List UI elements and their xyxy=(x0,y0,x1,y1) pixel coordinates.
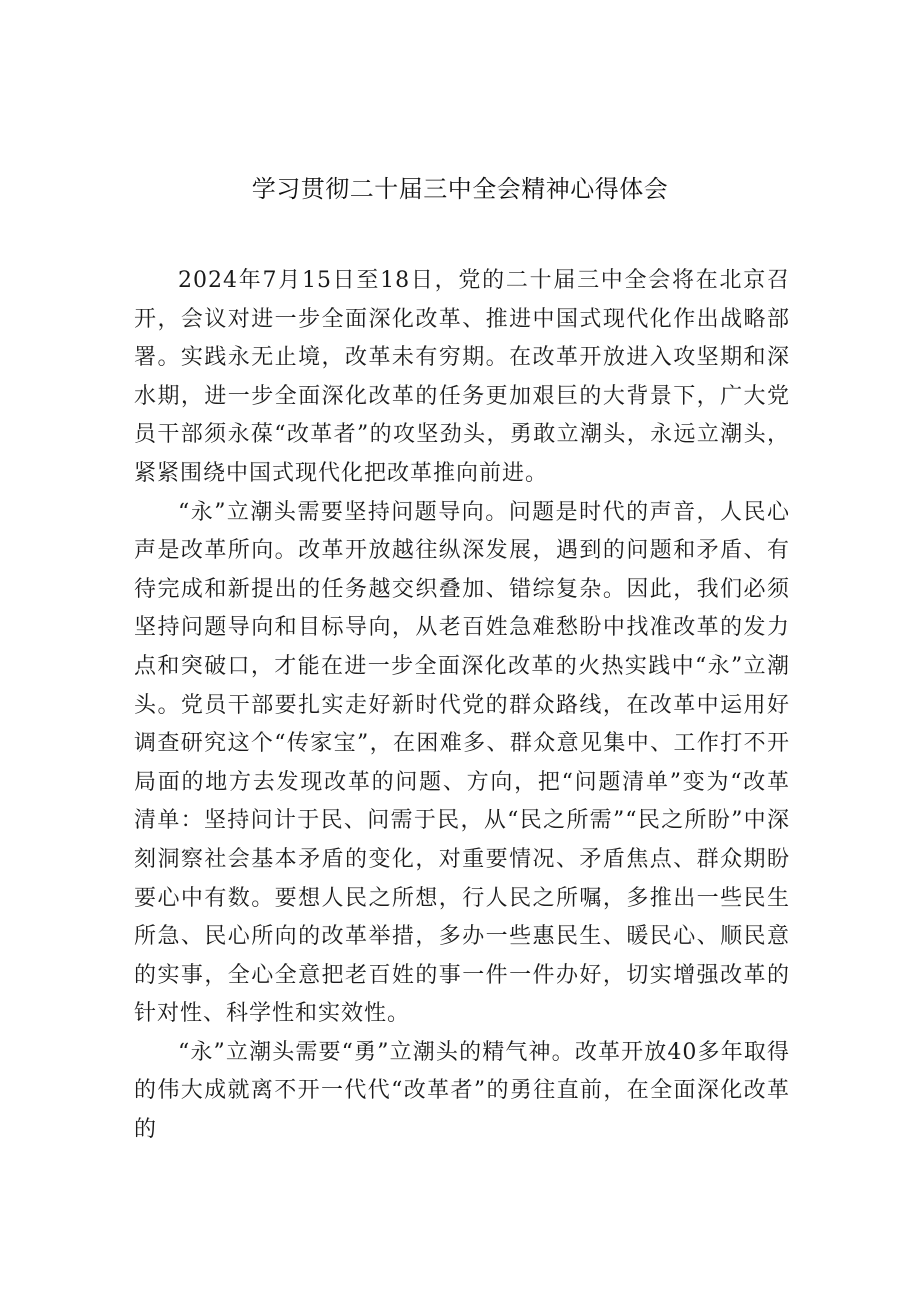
document-title: 学习贯彻二十届三中全会精神心得体会 xyxy=(251,175,669,203)
paragraph-1: 2024年7月15日至18日，党的二十届三中全会将在北京召开，会议对进一步全面深化改革、推进中国式现代化作出战略部署。实践永无止境，改革未有穷期。在改革开放进入攻坚期和深水期，进一步全面深化改革的任务更加艰巨的大背景下，广大党员干部须永葆“改革者”的攻坚劲头，勇敢立潮头，永远立潮头，紧紧围绕中国式现代化把改革推向前进。 xyxy=(134,268,790,486)
paragraph-3: “永”立潮头需要“勇”立潮头的精气神。改革开放40多年取得的伟大成就离不开一代代“改革者”的勇往直前，在全面深化改革的 xyxy=(134,1039,790,1143)
document-body xyxy=(134,262,790,1150)
paragraph-2: “永”立潮头需要坚持问题导向。问题是时代的声音，人民心声是改革所向。改革开放越往纵深发展，遇到的问题和矛盾、有待完成和新提出的任务越交织叠加、错综复杂。因此，我们必须坚持问题导向和目标导向，从老百姓急难愁盼中找准改革的发力点和突破口，才能在进一步全面深化改革的火热实践中“永”立潮头。党员干部要扎实走好新时代党的群众路线，在改革中运用好调查研究这个“传家宝”，在困难多、群众意见集中、工作打不开局面的地方去发现改革的问题、方向，把“问题清单”变为“改革清单：坚持问计于民、问需于民，从“民之所需”“民之所盼”中深刻洞察社会基本矛盾的变化，对重要情况、矛盾焦点、群众期盼要心中有数。要想人民之所想，行人民之所嘱，多推出一些民生所急、民心所向的改革举措，多办一些惠民生、暖民心、顺民意的实事，全心全意把老百姓的事一件一件办好，切实增强改革的针对性、科学性和实效性。 xyxy=(134,499,790,1027)
